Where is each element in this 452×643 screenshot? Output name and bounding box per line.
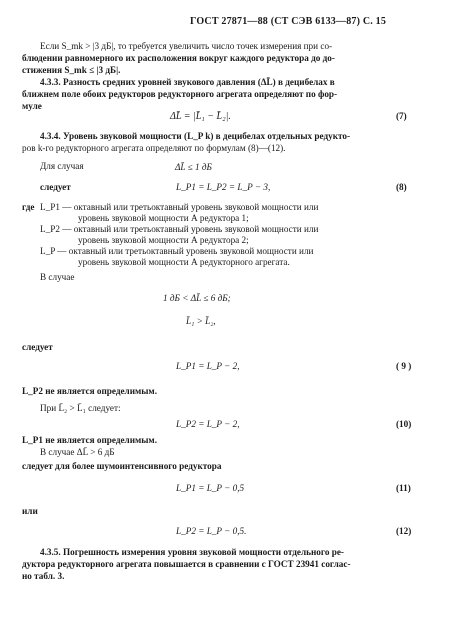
case-label: Для случая bbox=[40, 161, 84, 171]
formula-12: L_P2 = L_P − 0,5. bbox=[176, 526, 247, 536]
definition-text: L_P — октавный или третьоктавный уровень звуковой мощности или bbox=[40, 246, 314, 256]
where-label: где bbox=[22, 202, 35, 212]
equation-number-12: (12) bbox=[396, 526, 412, 536]
condition-formula: L̄₁ > L̄₂, bbox=[186, 316, 216, 326]
note-text: L_P1 не является определимым. bbox=[22, 435, 157, 445]
formula-9: L_P1 = L_P − 2, bbox=[176, 361, 240, 371]
equation-number-7: (7) bbox=[396, 111, 407, 121]
paragraph-text: блюдении равномерного их расположения вокруг каждого редуктора до до- bbox=[22, 53, 335, 63]
case-label: В случае bbox=[40, 272, 75, 282]
paragraph-text: ближнем поле обоих редукторов редукторного агрегата определяют по фор- bbox=[22, 89, 338, 99]
formula-7: ΔL̄ = |L̄₁ − L̄₂|. bbox=[170, 111, 231, 122]
follows-label: следует bbox=[40, 182, 71, 192]
equation-number-9: ( 9 ) bbox=[396, 361, 412, 371]
formula-8: L_P1 = L_P2 = L_P − 3, bbox=[176, 182, 271, 192]
definition-text: уровень звуковой мощности А редуктора 1; bbox=[78, 213, 249, 223]
case-label: В случае ΔL̄ > 6 дБ bbox=[40, 447, 115, 457]
formula-10: L_P2 = L_P − 2, bbox=[176, 419, 240, 429]
definition-text: уровень звуковой мощности А редукторного агрегата. bbox=[78, 257, 290, 267]
note-text: L_P2 не является определимым. bbox=[22, 386, 157, 396]
section-4-3-5-text: 4.3.5. Погрешность измерения уровня звуковой мощности отдельного ре- bbox=[40, 547, 344, 557]
paragraph-text: стижения S_mk ≤ |3 дБ|. bbox=[22, 65, 121, 75]
condition-formula: 1 дБ < ΔL̄ ≤ 6 дБ; bbox=[163, 293, 231, 303]
condition-formula: ΔL̄ ≤ 1 дБ bbox=[175, 162, 212, 172]
formula-11: L_P1 = L_P − 0,5 bbox=[176, 483, 245, 493]
equation-number-10: (10) bbox=[396, 419, 412, 429]
paragraph-text: дуктора редукторного агрегата повышается в сравнении с ГОСТ 23941 соглас- bbox=[22, 559, 351, 569]
case-label: следует для более шумоинтенсивного редуктора bbox=[22, 461, 222, 471]
page-header: ГОСТ 27871—88 (СТ СЭВ 6133—87) С. 15 bbox=[190, 16, 387, 27]
section-4-3-3-text: 4.3.3. Разность средних уровней звукового давления (ΔL̄) в децибелах в bbox=[40, 77, 335, 87]
definition-text: L_P2 — октавный или третьоктавный уровень звуковой мощности или bbox=[40, 224, 319, 234]
definition-text: L_P1 — октавный или третьоктавный уровень звуковой мощности или bbox=[40, 202, 319, 212]
equation-number-8: (8) bbox=[396, 182, 407, 192]
paragraph-text: ров k-го редукторного агрегата определяют по формулам (8)—(12). bbox=[22, 143, 286, 153]
or-label: или bbox=[22, 506, 38, 516]
paragraph-text: муле bbox=[22, 101, 42, 111]
definition-text: уровень звуковой мощности А редуктора 2; bbox=[78, 235, 249, 245]
case-label: При L̄₂ > L̄₁ следует: bbox=[40, 403, 121, 413]
paragraph-text: Если S_mk > |3 дБ|, то требуется увеличить число точек измерения при со- bbox=[40, 41, 333, 51]
paragraph-text: но табл. 3. bbox=[22, 571, 65, 581]
section-4-3-4-text: 4.3.4. Уровень звуковой мощности (L_P k) в децибелах отдельных редукто- bbox=[40, 131, 351, 141]
equation-number-11: (11) bbox=[396, 483, 411, 493]
follows-label: следует bbox=[22, 342, 53, 352]
